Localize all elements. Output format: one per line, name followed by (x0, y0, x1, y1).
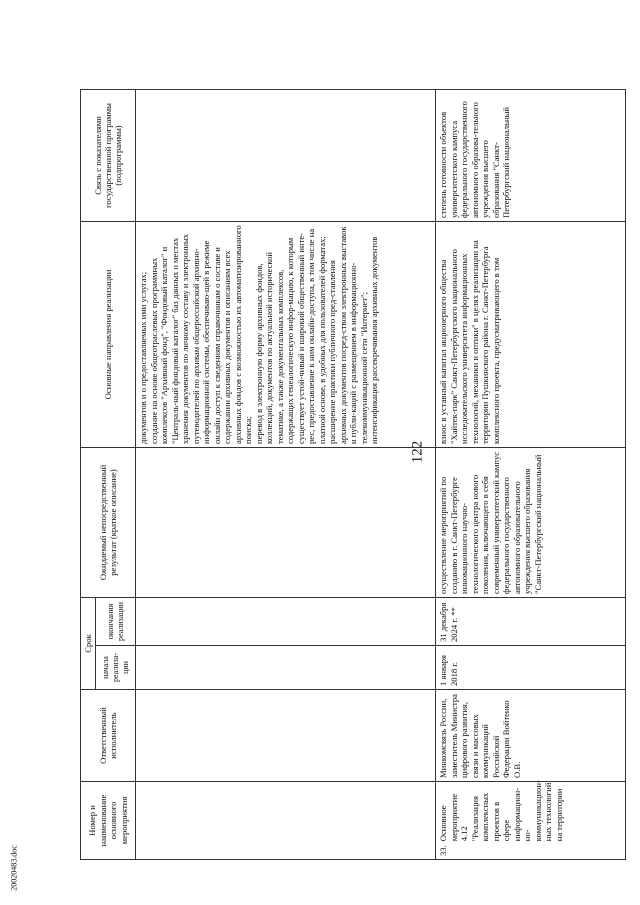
row-executor (136, 690, 436, 782)
row-start: 1 января 2018 г. (436, 646, 626, 690)
row-number-name (436, 782, 626, 860)
row-number-name (136, 782, 436, 860)
row-number: 33. (438, 845, 449, 856)
row-directions: документов и о предоставляемых ими услугах; создание на основе общеотраслевых программных комплексов "Архивный фонд", "Фондовый каталог" и "Централь-ный фондовый каталог" баз данных о местах хранения документов по личному составу и электронных путеводителей по архивам общероссийской архивно-информационной системы, обеспечиваю-щей в режиме онлайн доступ к сведениям справочникам о составе и содержании архивных документов и описаниям всех архивных фондов с возможностью их автоматизированного поиска; перевод в электронную форму архивных фондов, коллекций, документов по актуальной исторической тематике, а также документальных комплексов, содержащих генеалогическую инфор-мацию, к которым существует устой-чивый и широкий общественный инте-рес, предоставление к ним онлайн-доступа, в том числе на платной основе, в удобных для пользователей форматах; расширение практики публичного пред-ставления архивных документов посред-ством электронных выставок и публи-каций с размещением в информационно-телекоммуникационной сети "Интернет"; интенсификация рассекречивания архивных документов (136, 221, 436, 447)
row-directions: взнос в уставный капитал акционерного общества "Хайтек-парк" Санкт-Петербургского национального исследовательского университета информационных технологий, механики и оптики" в целях реализации на территории Пушкинского района г. Санкт-Петербурга комплексного проекта, предусматривающего в том (436, 221, 626, 447)
table-row (136, 89, 436, 859)
file-reference: 20020483.doc (9, 845, 19, 891)
header-term: Срок (81, 597, 96, 689)
program-table (80, 89, 626, 860)
row-link (136, 89, 436, 221)
header-link: Связь с показателями государственной программы (подпрограммы) (81, 89, 136, 221)
page-number: 122 (409, 440, 426, 464)
header-term-start: начала реализа-ции (96, 646, 136, 690)
row-executor: Минкомсвязь России, заместитель Министра цифрового развития, связи и массовых коммуникаций Российской Федерации Войтенко О.В. (436, 690, 626, 782)
row-result (136, 447, 436, 597)
header-directions: Основные направления реализации (81, 221, 136, 447)
row-name: Основное мероприятие 4.12 "Реализация комплексных проектов в сфере информацион-но-коммуникацион-ных технологий на территории (438, 780, 564, 842)
row-end: 31 декабря 2024 г. ** (436, 597, 626, 645)
header-executor: Ответственный исполнитель (81, 690, 136, 782)
table-header (81, 89, 136, 859)
rotated-table-area (80, 90, 630, 860)
row-result: осуществление мероприятий по созданию в г. Санкт-Петербурге инновационного научно-технологического центра нового поколения, включающего в себя современный университетский кампус федерального государственного автономного образовательного учреждения высшего образования "Санкт-Петербургский национальный (436, 447, 626, 597)
header-result: Ожидаемый непосредственный результат (краткое описание) (81, 447, 136, 597)
header-term-end: окончания реализации (96, 597, 136, 645)
row-link: степень готовности объектов университетского кампуса федерального государственного автономного образова-тельного учреждения высшего образования "Санкт-Петербургский национальный (436, 89, 626, 221)
row-start (136, 646, 436, 690)
row-end (136, 597, 436, 645)
table-row (436, 89, 626, 859)
header-number-name: Номер и наименование основного мероприятия (81, 782, 136, 860)
